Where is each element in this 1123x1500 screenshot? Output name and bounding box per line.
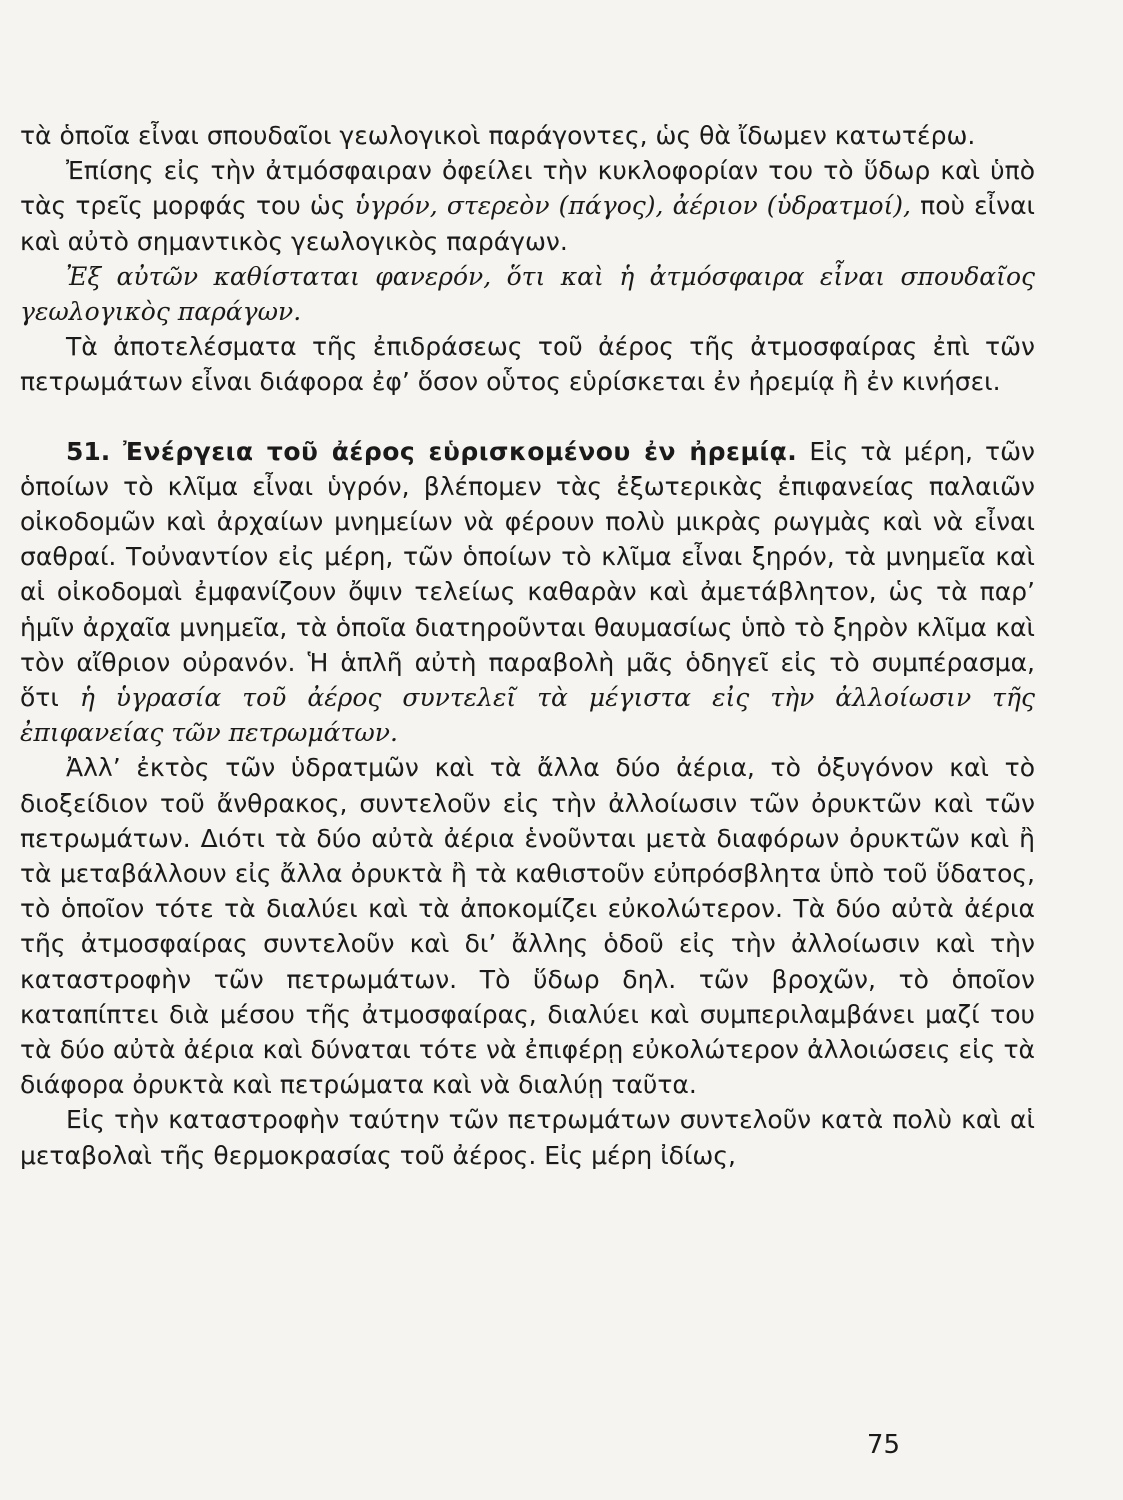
text-run: Εἰς τὴν καταστροφὴν ταύτην τῶν πετρωμάτων συντελοῦν κατὰ πολὺ καὶ αἱ μεταβολαὶ τῆς θερμοκρασίας τοῦ ἀέρος. Εἰς μέρη ἰδίως, [20,1105,1035,1170]
paragraph-water-circulation [20,153,1035,259]
body-text [20,118,1035,1173]
text-run: Τὰ ἀποτελέσματα τῆς ἐπιδράσεως τοῦ ἀέρος τῆς ἀτμοσφαίρας ἐπὶ τῶν πετρωμάτων εἶναι διάφορα ἐφ’ ὅσον οὗτος εὑρίσκεται ἐν ἠρεμίᾳ ἢ ἐν κινήσει. [20,332,1035,397]
section-51 [20,434,1035,751]
italic-text-run: ὑγρόν, στερεὸν (πάγος), ἀέριον (ὑδρατμοί), [354,191,912,221]
section-heading: Ἐνέργεια τοῦ ἀέρος εὑρισκομένου ἐν ἠρεμίᾳ. [123,436,798,466]
text-run: Ἀλλ’ ἐκτὸς τῶν ὑδρατμῶν καὶ τὰ ἄλλα δύο ἀέρια, τὸ ὀξυγόνον καὶ τὸ διοξείδιον τοῦ ἄνθρακος, συντελοῦν εἰς τὴν ἀλλοίωσιν τῶν ὀρυκτῶν καὶ τῶν πετρωμάτων. Διότι τὰ δύο αὐτὰ ἀέρια ἑνοῦνται μετὰ διαφόρων ὀρυκτῶν καὶ ἢ τὰ μεταβάλλουν εἰς ἄλλα ὀρυκτὰ ἢ τὰ καθιστοῦν εὐπρόσβλητα ὑπὸ τοῦ ὕδατος, τὸ ὁποῖον τότε τὰ διαλύει καὶ τὰ ἀποκομίζει εὐκολώτερον. Τὰ δύο αὐτὰ ἀέρια τῆς ἀτμοσφαίρας συντελοῦν καὶ δι’ ἄλλης ὁδοῦ εἰς τὴν ἀλλοίωσιν καὶ τὴν καταστροφὴν τῶν πετρωμάτων. Τὸ ὕδωρ δηλ. τῶν βροχῶν, τὸ ὁποῖον καταπίπτει διὰ μέσου τῆς ἀτμοσφαίρας, διαλύει καὶ συμπεριλαμβάνει μαζί του τὰ δύο αὐτὰ ἀέρια καὶ δύναται τότε νὰ ἐπιφέρῃ εὐκολώτερον ἀλλοιώσεις εἰς τὰ διάφορα ὀρυκτὰ καὶ πετρώματα καὶ νὰ διαλύῃ ταῦτα. [20,753,1035,1100]
paragraph-gases [20,750,1035,1102]
text-run: Ἐπίσης εἰς τὴν ἀτμόσφαιραν ὀφείλει τὴν κυκλοφορίαν του τὸ ὕδωρ καὶ ὑπὸ τὰς τρεῖς μορφάς του ὡς [20,156,1035,221]
paragraph-temperature [20,1102,1035,1172]
text-run: ποὺ εἶναι καὶ αὐτὸ σημαντικὸς γεωλογικὸς παράγων. [20,191,1036,256]
paragraph-continuation [20,118,1035,153]
italic-text-run: ἡ ὑγρασία τοῦ ἀέρος συντελεῖ τὰ μέγιστα εἰς τὴν ἀλλοίωσιν τῆς ἐπιφανείας τῶν πετρωμάτων. [20,683,1035,748]
page-number: 75 [866,1430,900,1460]
text-run: τὰ ὁποῖα εἶναι σπουδαῖοι γεωλογικοὶ παράγοντες, ὡς θὰ ἴδωμεν κατωτέρω. [20,121,976,150]
paragraph-conclusion [20,259,1035,329]
paragraph-effects [20,329,1035,399]
section-number: 51. [66,436,124,466]
italic-text-run: Ἐξ αὐτῶν καθίσταται φανερόν, ὅτι καὶ ἡ ἀτμόσφαιρα εἶναι σπουδαῖος γεωλογικὸς παράγων. [20,261,1035,327]
text-run: Εἰς τὰ μέρη, τῶν ὁποίων τὸ κλῖμα εἶναι ὑγρόν, βλέπομεν τὰς ἐξωτερικὰς ἐπιφανείας παλαιῶν οἰκοδομῶν καὶ ἀρχαίων μνημείων νὰ φέρουν πολὺ μικρὰς ρωγμὰς καὶ νὰ εἶναι σαθραί. Τοὐναντίον εἰς μέρη, τῶν ὁποίων τὸ κλῖμα εἶναι ξηρόν, τὰ μνημεῖα καὶ αἱ οἰκοδομαὶ ἐμφανίζουν ὄψιν τελείως καθαρὰν καὶ ἀμετάβλητον, ὡς τὰ παρ’ ἡμῖν ἀρχαῖα μνημεῖα, τὰ ὁποῖα διατηροῦνται θαυμασίως ὑπὸ τὸ ξηρὸν κλῖμα καὶ τὸν αἴθριον οὐρανόν. Ἡ ἁπλῆ αὐτὴ παραβολὴ μᾶς ὁδηγεῖ εἰς τὸ συμπέρασμα, ὅτι [20,436,1036,713]
